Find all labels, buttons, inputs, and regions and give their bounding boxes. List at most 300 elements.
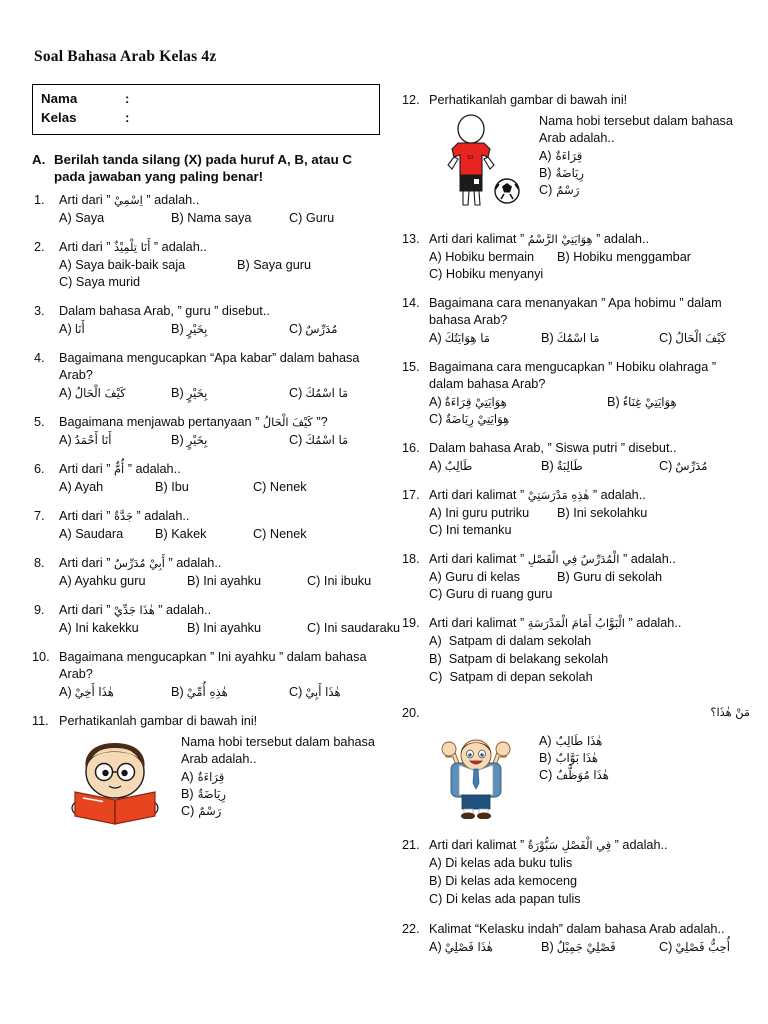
- question-13-text-before: Arti dari kalimat ”: [429, 232, 525, 247]
- option-label: B): [155, 527, 168, 542]
- question-22-option-a[interactable]: [429, 939, 541, 956]
- question-4-option-a[interactable]: [59, 385, 171, 402]
- question-10-option-c[interactable]: [289, 684, 380, 701]
- question-14-option-c[interactable]: [659, 330, 750, 347]
- question-21-arabic: فِي الْفَصْلِ سَبُّوْرَةٌ: [527, 837, 612, 852]
- question-11-option-b[interactable]: [181, 786, 380, 803]
- question-2: [32, 239, 380, 291]
- option-label: C): [253, 480, 267, 495]
- question-12-figure-text: [539, 113, 750, 199]
- question-13-text: [429, 231, 750, 248]
- question-6-option-c[interactable]: [253, 479, 380, 496]
- question-5-option-c[interactable]: [289, 432, 380, 449]
- section-a-letter: A.: [32, 151, 46, 167]
- question-4-option-b[interactable]: [171, 385, 289, 402]
- question-16-option-c[interactable]: [659, 458, 750, 475]
- question-1-number: 1.: [34, 192, 45, 207]
- question-18-option-c[interactable]: [429, 586, 750, 603]
- option-label: A): [429, 395, 442, 410]
- question-8-text-after: ” adalah..: [168, 556, 222, 571]
- option-arabic: مَا اسْمُكَ: [305, 385, 349, 400]
- option-label: C): [429, 587, 443, 602]
- question-1-text: [59, 192, 380, 209]
- question-17-text-after: ” adalah..: [592, 488, 646, 503]
- section-a-heading: [32, 151, 380, 186]
- question-16-text: Dalam bahasa Arab, ” Siswa putri ” disebut..: [429, 441, 677, 456]
- option-label: B): [429, 652, 442, 667]
- boy-student-cheering-image: [429, 733, 529, 819]
- option-arabic: أُحِبُّ فَصْلِيْ: [675, 939, 730, 954]
- question-20-arabic-prompt: مَنْ هٰذَا؟: [710, 705, 750, 720]
- question-16: [402, 440, 750, 475]
- question-9-option-b[interactable]: [187, 620, 307, 637]
- question-13-number: 13.: [402, 232, 420, 247]
- question-11-figure-text: [181, 734, 380, 820]
- option-label: A): [59, 433, 72, 448]
- question-1-text-before: Arti dari ”: [59, 192, 111, 207]
- option-text: Kakek: [171, 527, 207, 542]
- option-arabic: رِيَاضَةٌ: [197, 786, 227, 801]
- question-2-options-row1: [59, 257, 380, 274]
- question-22-option-c[interactable]: [659, 939, 750, 956]
- option-label: C): [289, 685, 303, 700]
- question-12-option-a[interactable]: [539, 148, 750, 165]
- question-21-text-before: Arti dari kalimat ”: [429, 837, 525, 852]
- two-column-layout: [32, 84, 750, 968]
- option-text: Ayahku guru: [74, 574, 146, 589]
- question-11-number: 11.: [32, 714, 49, 729]
- question-6-option-a[interactable]: [59, 479, 155, 496]
- option-text: Saya murid: [75, 274, 141, 289]
- question-19-arabic: الْبَوَّابُ أَمَامَ الْمَدْرَسَةِ: [527, 616, 625, 631]
- option-text: Ini ayahku: [203, 621, 262, 636]
- option-label: A): [59, 210, 72, 225]
- question-6-arabic: أُمٌّ: [114, 462, 125, 477]
- question-18-options-row1: [429, 569, 750, 586]
- option-text: Nenek: [269, 480, 307, 495]
- option-label: B): [187, 621, 200, 636]
- option-text: Nenek: [269, 527, 307, 542]
- option-label: A): [539, 148, 552, 163]
- question-12-option-b[interactable]: [539, 165, 750, 182]
- question-10-number: 10.: [32, 650, 50, 665]
- option-text: Ibu: [171, 480, 189, 495]
- option-label: B): [171, 210, 184, 225]
- question-2-arabic: أَنَا تِلْمِيْذٌ: [114, 239, 151, 254]
- question-7-text-after: ” adalah..: [136, 509, 190, 524]
- question-9-number: 9.: [34, 603, 45, 618]
- boy-soccer-player-image: [429, 113, 529, 209]
- question-18-arabic: الْمُدَرِّسُ فِي الْفَصْلِ: [527, 552, 620, 567]
- question-4-text: Bagaimana mengucapkan “Apa kabar” dalam bahasa Arab?: [59, 350, 360, 382]
- question-6-option-b[interactable]: [155, 479, 253, 496]
- option-label: B): [171, 433, 184, 448]
- question-8-option-b[interactable]: [187, 573, 307, 590]
- question-1: [32, 192, 380, 227]
- question-21-option-a[interactable]: [429, 855, 750, 872]
- option-label: A): [429, 855, 442, 870]
- question-19-option-a[interactable]: [429, 633, 750, 650]
- option-text: Ini ibuku: [323, 574, 372, 589]
- option-label: C): [659, 331, 673, 346]
- question-3-option-a[interactable]: [59, 321, 171, 338]
- option-label: C): [289, 385, 303, 400]
- question-11-text: Perhatikanlah gambar di bawah ini!: [59, 714, 258, 729]
- student-cheering-illustration: [429, 733, 529, 819]
- option-arabic: طَالِبَةٌ: [556, 459, 583, 474]
- option-label: B): [187, 574, 200, 589]
- question-13-option-c[interactable]: [429, 266, 750, 283]
- section-a-instruction: Berilah tanda silang (X) pada huruf A, B, atau C pada jawaban yang paling benar!: [54, 151, 352, 185]
- question-21-option-c[interactable]: [429, 891, 750, 908]
- right-column: [402, 84, 750, 968]
- option-label: B): [557, 250, 570, 265]
- option-label: C): [429, 891, 443, 906]
- question-13-text-after: ” adalah..: [596, 232, 649, 247]
- question-22: [402, 921, 750, 956]
- question-3-option-b[interactable]: [171, 321, 289, 338]
- option-label: A): [59, 685, 72, 700]
- option-text: Hobiku menyanyi: [445, 267, 544, 282]
- option-text: Di kelas ada kemoceng: [445, 873, 578, 888]
- option-text: Guru di sekolah: [573, 570, 663, 585]
- question-14-options: [429, 330, 750, 347]
- svg-text:10: 10: [467, 155, 474, 162]
- question-4-number: 4.: [34, 350, 45, 365]
- option-text: Ini saudaraku: [323, 621, 401, 636]
- question-21: [402, 837, 750, 909]
- question-6: [32, 461, 380, 496]
- option-arabic: رَسْمٌ: [556, 182, 580, 197]
- option-arabic: قِرَاءَةٌ: [197, 769, 225, 784]
- question-19-option-c[interactable]: [429, 669, 750, 686]
- question-5-options: [59, 432, 380, 449]
- question-2-option-b[interactable]: [237, 257, 380, 274]
- option-label: C): [539, 182, 553, 197]
- question-1-arabic: اِسْمِيْ: [114, 192, 143, 207]
- question-22-option-b[interactable]: [541, 939, 659, 956]
- option-text: Di kelas ada buku tulis: [445, 855, 573, 870]
- option-text: Ini ayahku: [203, 574, 262, 589]
- question-9-arabic: هٰذَا جَدِّيْ: [114, 603, 155, 618]
- question-19-text: [429, 615, 750, 632]
- option-arabic: قِرَاءَةٌ: [555, 148, 583, 163]
- option-arabic: هٰذَا بَوَّابٌ: [555, 750, 599, 765]
- question-1-option-c[interactable]: [289, 210, 380, 227]
- option-label: C): [659, 939, 673, 954]
- question-9: [32, 602, 401, 637]
- question-9-option-c[interactable]: [307, 620, 400, 637]
- question-20: [402, 705, 750, 818]
- question-14-text: Bagaimana cara menanyakan ” Apa hobimu ” dalam bahasa Arab?: [429, 296, 722, 328]
- question-7-option-c[interactable]: [253, 526, 380, 543]
- option-text: Hobiku bermain: [445, 250, 535, 265]
- question-6-options: [59, 479, 380, 496]
- option-label: C): [289, 433, 303, 448]
- question-20-option-b[interactable]: [539, 750, 750, 767]
- question-5-number: 5.: [34, 415, 45, 429]
- question-10-text: Bagaimana mengucapkan ” Ini ayahku ” dalam bahasa Arab?: [59, 650, 367, 682]
- question-12-figure-prompt: Nama hobi tersebut dalam bahasa Arab adalah..: [539, 114, 733, 146]
- question-10-option-b[interactable]: [171, 684, 289, 701]
- nama-field[interactable]: [139, 90, 371, 109]
- option-text: Guru di kelas: [445, 570, 520, 585]
- option-text: Saya baik-baik saja: [75, 257, 186, 272]
- option-label: B): [541, 939, 554, 954]
- question-17-text-before: Arti dari kalimat ”: [429, 488, 525, 503]
- question-3-text: Dalam bahasa Arab, ” guru ” disebut..: [59, 303, 270, 318]
- option-label: A): [181, 769, 194, 784]
- question-16-option-a[interactable]: [429, 458, 541, 475]
- option-label: B): [171, 321, 184, 336]
- question-1-option-a[interactable]: [59, 210, 171, 227]
- option-label: A): [59, 321, 72, 336]
- question-5-arabic: كَيْفَ الْحَالُ: [262, 415, 313, 429]
- option-label: A): [59, 621, 72, 636]
- option-label: B): [539, 165, 552, 180]
- option-label: B): [557, 570, 570, 585]
- question-9-option-a[interactable]: [59, 620, 187, 637]
- question-8-text: [59, 555, 380, 572]
- option-arabic: هِوَايَتِيْ رِيَاضَةٌ: [445, 412, 510, 427]
- question-18-number: 18.: [402, 552, 420, 567]
- option-label: A): [59, 480, 72, 495]
- question-2-text-before: Arti dari ”: [59, 239, 111, 254]
- question-15-number: 15.: [402, 360, 420, 375]
- question-13-options-row1: [429, 249, 750, 266]
- question-21-text: [429, 837, 750, 854]
- question-5-option-b[interactable]: [171, 432, 289, 449]
- option-label: B): [607, 395, 620, 410]
- kelas-label: Kelas: [41, 109, 77, 125]
- question-12-number: 12.: [402, 93, 420, 107]
- option-arabic: هٰذَا فَصْلِيْ: [444, 939, 493, 954]
- option-arabic: مَا اسْمُكَ: [305, 433, 349, 448]
- question-20-option-c[interactable]: [539, 767, 750, 784]
- question-8-option-a[interactable]: [59, 573, 187, 590]
- option-text: Ayah: [74, 480, 104, 495]
- question-8-number: 8.: [34, 556, 45, 571]
- question-21-option-b[interactable]: [429, 873, 750, 890]
- option-text: Hobiku menggambar: [573, 250, 691, 265]
- question-17-option-b[interactable]: [557, 505, 750, 522]
- option-arabic: هٰذَا طَالِبٌ: [555, 733, 603, 748]
- question-19-options: [429, 633, 750, 686]
- option-text: Ini sekolahku: [573, 506, 648, 521]
- question-7-option-b[interactable]: [155, 526, 253, 543]
- option-text: Satpam di dalam sekolah: [448, 634, 592, 649]
- option-label: A): [539, 733, 552, 748]
- option-arabic: مُدَرِّسٌ: [305, 321, 338, 336]
- option-arabic: مَا اسْمُكَ: [556, 331, 600, 346]
- soccer-player-illustration: [429, 113, 529, 209]
- question-1-option-b[interactable]: [171, 210, 289, 227]
- question-20-figure-block: [429, 733, 750, 819]
- question-13-option-a[interactable]: [429, 249, 557, 266]
- question-3-options: [59, 321, 380, 338]
- question-18-option-b[interactable]: [557, 569, 750, 586]
- option-label: B): [181, 786, 194, 801]
- option-arabic: هٰذَا مُوَظَّفٌ: [556, 767, 609, 782]
- question-17-number: 17.: [402, 488, 420, 503]
- option-label: A): [429, 459, 442, 474]
- question-16-options: [429, 458, 750, 475]
- question-5: [32, 414, 380, 449]
- question-17-text: [429, 487, 750, 504]
- question-5-text-before: Bagaimana menjawab pertanyaan ”: [59, 415, 260, 429]
- student-identity-box: [32, 84, 380, 135]
- question-11-option-c[interactable]: [181, 803, 380, 820]
- option-label: C): [59, 274, 73, 289]
- question-20-option-a[interactable]: [539, 733, 750, 750]
- question-8-options: [59, 573, 380, 590]
- question-2-option-c[interactable]: [59, 274, 380, 291]
- question-7-text-before: Arti dari ”: [59, 509, 111, 524]
- question-1-options: [59, 210, 380, 227]
- option-label: A): [59, 574, 72, 589]
- option-label: B): [237, 257, 250, 272]
- option-label: B): [541, 459, 554, 474]
- question-22-number: 22.: [402, 921, 420, 936]
- question-9-text-before: Arti dari ”: [59, 603, 111, 618]
- question-18-text: [429, 551, 750, 568]
- question-3-option-c[interactable]: [289, 321, 380, 338]
- question-4: [32, 350, 380, 402]
- question-14: [402, 295, 750, 347]
- page-title: Soal Bahasa Arab Kelas 4z: [34, 48, 217, 65]
- option-arabic: أَنَا: [74, 321, 85, 336]
- option-label: C): [429, 267, 443, 282]
- question-5-text: [59, 414, 380, 431]
- question-19-number: 19.: [402, 616, 420, 631]
- option-text: Ini kakekku: [75, 621, 139, 636]
- question-14-option-a[interactable]: [429, 330, 541, 347]
- question-22-text: Kalimat “Kelasku indah” dalam bahasa Arab adalah..: [429, 921, 725, 936]
- question-1-text-after: ” adalah..: [146, 192, 200, 207]
- question-2-number: 2.: [34, 239, 45, 254]
- option-label: A): [59, 385, 72, 400]
- question-19-option-b[interactable]: [429, 651, 750, 668]
- question-13-arabic: هِوَايَتِيْ الرَّسْمُ: [527, 232, 593, 247]
- option-label: A): [59, 257, 72, 272]
- question-4-options: [59, 385, 380, 402]
- question-3: [32, 303, 380, 338]
- question-8-arabic: أَبِيْ مُدَرِّسٌ: [114, 556, 165, 571]
- question-13-option-b[interactable]: [557, 249, 750, 266]
- question-12-option-c[interactable]: [539, 182, 750, 199]
- question-15-option-a[interactable]: [429, 394, 607, 411]
- question-18-text-before: Arti dari kalimat ”: [429, 552, 525, 567]
- option-text: Saya guru: [253, 257, 312, 272]
- option-label: C): [539, 767, 553, 782]
- question-12-figure-block: [429, 113, 750, 209]
- question-11-figure-prompt: Nama hobi tersebut dalam bahasa Arab adalah..: [181, 735, 375, 767]
- question-2-option-a[interactable]: [59, 257, 237, 274]
- option-arabic: هِوَايَتِيْ قِرَاءَةٌ: [444, 395, 507, 410]
- question-8: [32, 555, 380, 590]
- question-9-text-after: ” adalah..: [158, 603, 212, 618]
- question-17-option-c[interactable]: [429, 522, 750, 539]
- question-11-figure-block: [59, 734, 380, 826]
- question-6-number: 6.: [34, 462, 45, 477]
- option-text: Saya: [75, 210, 105, 225]
- option-label: C): [253, 527, 267, 542]
- option-text: Di kelas ada papan tulis: [445, 891, 581, 906]
- question-15-option-c[interactable]: [429, 411, 750, 428]
- option-label: C): [181, 804, 195, 818]
- question-11: [32, 713, 380, 826]
- identity-row-nama: [41, 90, 371, 109]
- question-22-options: [429, 939, 750, 956]
- question-14-option-b[interactable]: [541, 330, 659, 347]
- question-7-number: 7.: [34, 509, 45, 524]
- question-11-option-a[interactable]: [181, 769, 380, 786]
- option-arabic: بِخَيْرٍ: [186, 321, 208, 336]
- question-3-number: 3.: [34, 303, 45, 318]
- question-13: [402, 231, 750, 283]
- question-7-text: [59, 508, 380, 525]
- option-arabic: فَصْلِيْ جَمِيْلٌ: [556, 939, 616, 954]
- question-20-number: 20.: [402, 706, 420, 721]
- question-18: [402, 551, 750, 603]
- option-label: C): [429, 412, 443, 427]
- question-2-text: [59, 239, 380, 256]
- option-arabic: هِوَايَتِيْ غِنَاءٌ: [622, 395, 677, 410]
- question-18-text-after: ” adalah..: [622, 552, 676, 567]
- option-arabic: رِيَاضَةٌ: [555, 165, 585, 180]
- question-8-option-c[interactable]: [307, 573, 380, 590]
- question-21-options: [429, 855, 750, 908]
- question-19-text-before: Arti dari kalimat ”: [429, 616, 525, 631]
- question-16-option-b[interactable]: [541, 458, 659, 475]
- option-label: B): [171, 685, 184, 700]
- option-label: A): [429, 250, 442, 265]
- question-19-text-after: ” adalah..: [628, 616, 682, 631]
- question-10-option-a[interactable]: [59, 684, 171, 701]
- question-21-text-after: ” adalah..: [614, 837, 668, 852]
- option-text: Ini temanku: [445, 523, 512, 538]
- option-arabic: بِخَيْرٍ: [186, 385, 208, 400]
- option-arabic: هٰذَا أَخِيْ: [74, 685, 114, 700]
- option-text: Satpam di belakang sekolah: [448, 652, 609, 667]
- option-label: C): [307, 621, 321, 636]
- option-label: C): [307, 574, 321, 589]
- question-18-option-a[interactable]: [429, 569, 557, 586]
- kelas-field[interactable]: [139, 109, 371, 128]
- option-text: Ini guru putriku: [445, 506, 530, 521]
- option-label: B): [539, 750, 552, 765]
- option-arabic: أَنَا أَحْمَدُ: [74, 433, 112, 448]
- question-15-text: Bagaimana cara mengucapkan ” Hobiku olahraga ” dalam bahasa Arab?: [429, 360, 717, 392]
- question-9-text: [59, 602, 400, 619]
- option-label: B): [171, 385, 184, 400]
- option-label: C): [289, 321, 303, 336]
- option-arabic: رَسْمٌ: [198, 804, 222, 818]
- question-21-number: 21.: [402, 837, 420, 852]
- nama-label: Nama: [41, 91, 78, 106]
- question-17-option-a[interactable]: [429, 505, 557, 522]
- question-4-option-c[interactable]: [289, 385, 380, 402]
- question-12: [402, 92, 750, 209]
- option-arabic: مُدَرِّسٌ: [675, 459, 708, 474]
- question-15-option-b[interactable]: [607, 394, 750, 411]
- option-label: C): [659, 459, 673, 474]
- question-5-option-a[interactable]: [59, 432, 171, 449]
- option-label: C): [289, 210, 303, 225]
- question-7-option-a[interactable]: [59, 526, 155, 543]
- left-column: [32, 84, 401, 838]
- option-arabic: هٰذِهِ أُمِّيْ: [186, 685, 228, 700]
